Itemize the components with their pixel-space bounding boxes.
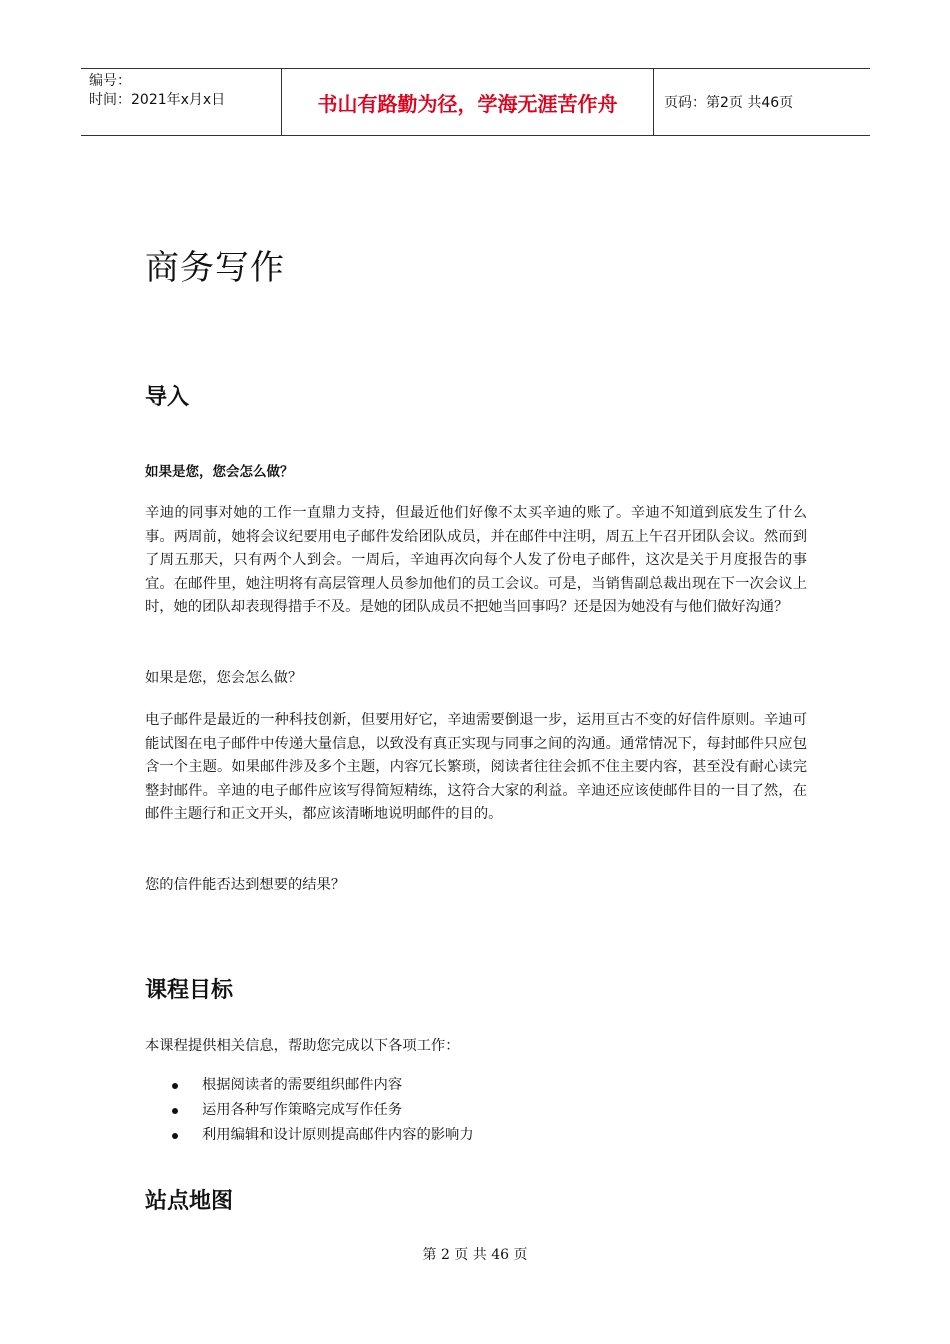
intro-question-plain: 如果是您，您会怎么做？ (145, 670, 303, 686)
page-footer: 第 2 页 共 46 页 (422, 1247, 528, 1263)
header-page-code: 页码：第2页 共46页 (664, 95, 794, 111)
intro-paragraph-2: 电子邮件是最近的一种科技创新，但要用好它，辛迪需要倒退一步，运用亘古不变的好信件原则。辛迪可能试图在电子邮件中传递大量信息，以致没有真正实现与同事之间的沟通。通常情况下，每封邮件只应包含一个主题。如果邮件涉及多个主题，内容冗长繁琐，阅读者往往会抓不住主要内容，甚至没有耐心读完整封邮件。辛迪的电子邮件应该写得简短精练，这符合大家的利益。辛迪还应该使邮件目的一目了然，在邮件主题行和正文开头，都应该清晰地说明邮件的目的。 (145, 712, 807, 823)
bullet-icon (172, 1108, 178, 1114)
header-motto: 书山有路勤为径，学海无涯苦作舟 (282, 69, 654, 135)
list-item (168, 1123, 474, 1148)
goals-list (168, 1073, 474, 1148)
header-meta (81, 69, 282, 135)
header-date: 时间：2021年x月x日 (89, 92, 226, 108)
list-item-text: 利用编辑和设计原则提高邮件内容的影响力 (202, 1127, 474, 1143)
goals-lead: 本课程提供相关信息，帮助您完成以下各项工作： (145, 1038, 460, 1054)
bullet-icon (172, 1083, 178, 1089)
page-title: 商务写作 (145, 248, 285, 288)
intro-question-bold: 如果是您，您会怎么做？ (145, 464, 294, 480)
list-item-text: 根据阅读者的需要组织邮件内容 (202, 1077, 403, 1093)
list-item (168, 1073, 474, 1098)
section-heading-goals: 课程目标 (145, 978, 234, 1003)
document-header (81, 68, 870, 136)
intro-paragraph-1: 辛迪的同事对她的工作一直鼎力支持，但最近他们好像不太买辛迪的账了。辛迪不知道到底发生了什么事。两周前，她将会议纪要用电子邮件发给团队成员，并在邮件中注明，周五上午召开团队会议。然而到了周五那天，只有两个人到会。一周后，辛迪再次向每个人发了份电子邮件，这次是关于月度报告的事宜。在邮件里，她注明将有高层管理人员参加他们的员工会议。可是，当销售副总裁出现在下一次会议上时，她的团队却表现得措手不及。是她的团队成员不把她当回事吗？还是因为她没有与他们做好沟通？ (145, 505, 807, 616)
header-number-label: 编号： (89, 73, 131, 89)
bullet-icon (172, 1133, 178, 1139)
section-heading-sitemap: 站点地图 (145, 1189, 234, 1214)
intro-closing-question: 您的信件能否达到想要的结果？ (145, 877, 346, 893)
section-heading-intro: 导入 (145, 385, 190, 410)
list-item-text: 运用各种写作策略完成写作任务 (202, 1102, 403, 1118)
list-item (168, 1098, 474, 1123)
